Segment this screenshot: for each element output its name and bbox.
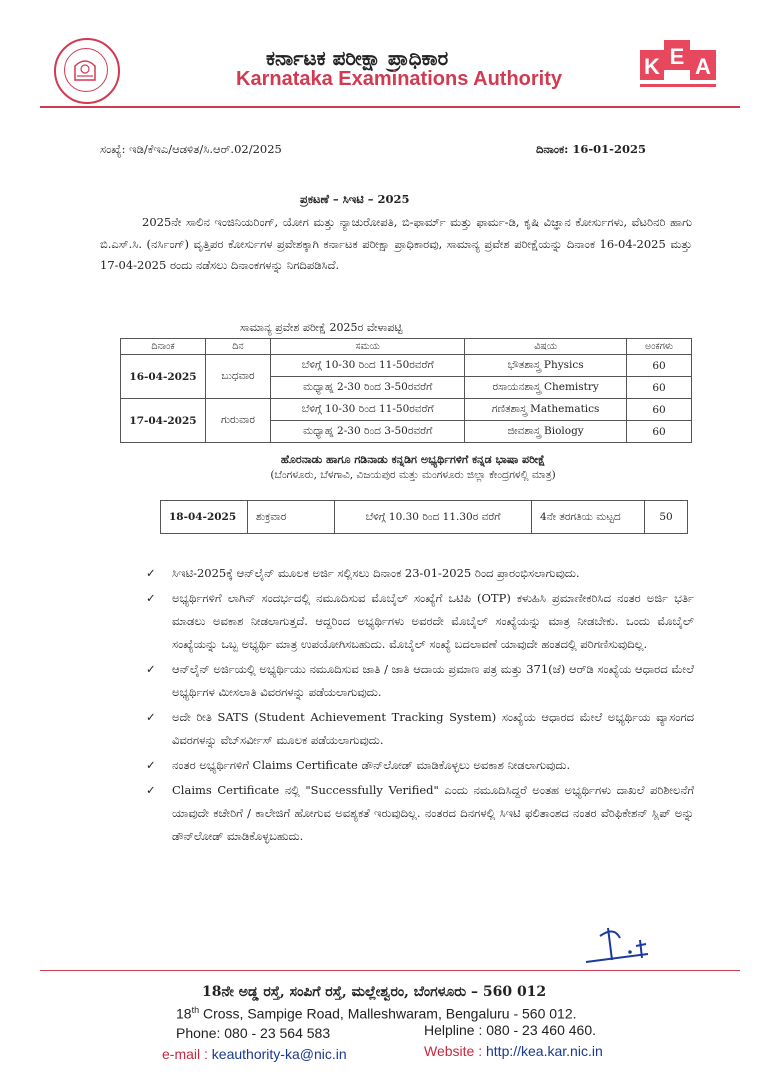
row-time: ಮಧ್ಯಾಹ್ನ 2-30 ರಿಂದ 3-50ರವರೆಗೆ bbox=[271, 377, 465, 399]
list-item-text: ಅದೇ ರೀತಿ SATS (Student Achievement Tracking System) ಸಂಖ್ಯೆಯ ಆಧಾರದ ಮೇಲೆ ಅಭ್ಯರ್ಥಿಯ ವ್ಯಾಸಂಗದ ವಿವರಗಳನ್ನು ವೆಬ್‌ಸರ್ವೀಸ್ ಮೂಲಕ ಪಡೆಯಲಾಗುವುದು. bbox=[172, 710, 694, 747]
schedule-table bbox=[120, 338, 692, 443]
language-test-subheading: (ಬೆಂಗಳೂರು, ಬೆಳಗಾವಿ, ವಿಜಯಪುರ ಮತ್ತು ಮಂಗಳೂರು ಜಿಲ್ಲಾ ಕೇಂದ್ರಗಳಲ್ಲಿ ಮಾತ್ರ) bbox=[270, 469, 556, 481]
check-icon: ✓ bbox=[146, 783, 156, 797]
notice-date: ದಿನಾಂಕ: 16-01-2025 bbox=[536, 142, 646, 156]
lang-date: 18-04-2025 bbox=[161, 501, 248, 534]
notice-heading: ಪ್ರಕಟಣೆ – ಸಿಇಟಿ – 2025 bbox=[300, 192, 410, 206]
header-divider bbox=[40, 106, 740, 108]
schedule-caption: ಸಾಮಾನ್ಯ ಪ್ರವೇಶ ಪರೀಕ್ಷೆ 2025ರ ವೇಳಾಪಟ್ಟಿ bbox=[240, 321, 403, 334]
svg-text:K: K bbox=[644, 54, 660, 79]
language-test-heading: ಹೊರನಾಡು ಹಾಗೂ ಗಡಿನಾಡು ಕನ್ನಡಿಗ ಅಭ್ಯರ್ಥಿಗಳಿಗೆ ಕನ್ನಡ ಭಾಷಾ ಪರೀಕ್ಷೆ bbox=[280, 453, 546, 466]
row-day: ಬುಧವಾರ bbox=[206, 355, 271, 399]
list-item-text: ಅಭ್ಯರ್ಥಿಗಳಿಗೆ ಲಾಗಿನ್ ಸಂದರ್ಭದಲ್ಲಿ ನಮೂದಿಸುವ ಮೊಬೈಲ್ ಸಂಖ್ಯೆಗೆ ಒಟಿಪಿ (OTP) ಕಳುಹಿಸಿ ಪ್ರಮಾಣೀಕರಿಸಿದ ನಂತರ ಅರ್ಜಿ ಭರ್ತಿ ಮಾಡಲು ಅವಕಾಶ ನೀಡಲಾಗುತ್ತದೆ. ಆದ್ದರಿಂದ ಅಭ್ಯರ್ಥಿಗಳು ಅವರದೇ ಮೊಬೈಲ್ ಸಂಖ್ಯೆಯನ್ನು ಮಾತ್ರ ನೀಡಬೇಕು. ಒಂದು ಮೊಬೈಲ್ ಸಂಖ್ಯೆಯನ್ನು ಒಬ್ಬ ಅಭ್ಯರ್ಥಿ ಮಾತ್ರ ಉಪಯೋಗಿಸಬಹುದು. ಮೊಬೈಲ್ ಸಂಖ್ಯೆ ಬದಲಾವಣೆ ಯಾವುದೇ ಹಂತದಲ್ಲಿ ಪರಿಗಣಿಸುವುದಿಲ್ಲ. bbox=[172, 591, 694, 651]
row-marks: 60 bbox=[627, 399, 692, 421]
check-icon: ✓ bbox=[146, 591, 156, 605]
phone-number: Phone: 080 - 23 564 583 bbox=[176, 1025, 331, 1041]
signature bbox=[578, 922, 658, 970]
header-date: ದಿನಾಂಕ bbox=[121, 339, 206, 355]
row-marks: 60 bbox=[627, 355, 692, 377]
list-item bbox=[146, 706, 694, 752]
table-row bbox=[121, 355, 692, 377]
lang-time: ಬೆಳಿಗ್ಗೆ 10.30 ರಿಂದ 11.30ರ ವರೆಗೆ bbox=[335, 501, 532, 534]
authority-title-english: Karnataka Examinations Authority bbox=[236, 68, 563, 90]
list-item-text: ನಂತರ ಅಭ್ಯರ್ಥಿಗಳಿಗೆ Claims Certificate ಡೌನ್‌ಲೋಡ್ ಮಾಡಿಕೊಳ್ಳಲು ಅವಕಾಶ ನೀಡಲಾಗುವುದು. bbox=[172, 758, 571, 772]
header-time: ಸಮಯ bbox=[271, 339, 465, 355]
instructions-list bbox=[146, 562, 694, 850]
row-subject: ಗಣಿತಶಾಸ್ತ್ರ Mathematics bbox=[465, 399, 627, 421]
header-marks: ಅಂಕಗಳು bbox=[627, 339, 692, 355]
schedule-header-row bbox=[121, 339, 692, 355]
list-item-text: Claims Certificate ನಲ್ಲಿ "Successfully Verified" ಎಂದು ನಮೂದಿಸಿದ್ದರೆ ಅಂತಹ ಅಭ್ಯರ್ಥಿಗಳು ದಾಖಲೆ ಪರಿಶೀಲನೆಗೆ ಯಾವುದೇ ಕಚೇರಿಗೆ / ಕಾಲೇಜಿಗೆ ಹೋಗುವ ಅವಶ್ಯಕತೆ ಇರುವುದಿಲ್ಲ. ನಂತರದ ದಿನಗಳಲ್ಲಿ ಸಿಇಟಿ ಫಲಿತಾಂಶದ ನಂತರ ವೆರಿಫಿಕೇಶನ್ ಸ್ಲಿಪ್ ಅನ್ನು ಡೌನ್‌ಲೋಡ್ ಮಾಡಿಕೊಳ್ಳಬಹುದು. bbox=[172, 783, 694, 843]
row-date: 17-04-2025 bbox=[121, 399, 206, 443]
row-date: 16-04-2025 bbox=[121, 355, 206, 399]
row-marks: 60 bbox=[627, 377, 692, 399]
row-day: ಗುರುವಾರ bbox=[206, 399, 271, 443]
email-link[interactable]: keauthority-ka@nic.in bbox=[211, 1046, 347, 1062]
lang-day: ಶುಕ್ರವಾರ bbox=[248, 501, 335, 534]
header-subject: ವಿಷಯ bbox=[465, 339, 627, 355]
svg-text:E: E bbox=[669, 44, 685, 69]
list-item bbox=[146, 562, 694, 585]
email-line: e-mail : keauthority-ka@nic.in bbox=[162, 1046, 347, 1062]
list-item bbox=[146, 658, 694, 704]
reference-number: ಸಂಖ್ಯೆ: ಇಡಿ/ಕೆಇಎ/ಆಡಳಿತ/ಸಿ.ಆರ್.02/2025 bbox=[100, 142, 282, 156]
header-day: ದಿನ bbox=[206, 339, 271, 355]
address-kannada: 18ನೇ ಅಡ್ಡ ರಸ್ತೆ, ಸಂಪಿಗೆ ರಸ್ತೆ, ಮಲ್ಲೇಶ್ವರಂ, ಬೆಂಗಳೂರು – 560 012 bbox=[202, 984, 547, 1000]
government-seal bbox=[54, 38, 120, 104]
website-link[interactable]: http://kea.kar.nic.in bbox=[486, 1043, 603, 1059]
address-english: 18th Cross, Sampige Road, Malleshwaram, Bengaluru - 560 012. bbox=[176, 1005, 577, 1022]
row-subject: ಭೌತಶಾಸ್ತ್ರ Physics bbox=[465, 355, 627, 377]
check-icon: ✓ bbox=[146, 710, 156, 724]
list-item bbox=[146, 779, 694, 848]
lang-level: 4ನೇ ತರಗತಿಯ ಮಟ್ಟದ bbox=[532, 501, 645, 534]
website-line: Website : http://kea.kar.nic.in bbox=[424, 1043, 603, 1059]
helpline-number: Helpline : 080 - 23 460 460. bbox=[424, 1022, 597, 1038]
row-time: ಬೆಳಿಗ್ಗೆ 10-30 ರಿಂದ 11-50ರವರೆಗೆ bbox=[271, 355, 465, 377]
kea-logo bbox=[640, 40, 716, 92]
lang-marks: 50 bbox=[645, 501, 688, 534]
check-icon: ✓ bbox=[146, 662, 156, 676]
list-item bbox=[146, 754, 694, 777]
footer-divider bbox=[40, 970, 740, 971]
notice-paragraph-text: 2025ನೇ ಸಾಲಿನ ಇಂಜಿನಿಯರಿಂಗ್, ಯೋಗ ಮತ್ತು ನ್ಯಾಚುರೋಪತಿ, ಬಿ-ಫಾರ್ಮ್ ಮತ್ತು ಫಾರ್ಮ-ಡಿ, ಕೃಷಿ ವಿಜ್ಞಾನ ಕೋರ್ಸುಗಳು, ವೆಟರಿನರಿ ಹಾಗು ಬಿ.ಎಸ್.ಸಿ. (ನರ್ಸಿಂಗ್) ವೃತ್ತಿಪರ ಕೋರ್ಸುಗಳ ಪ್ರವೇಶಕ್ಕಾಗಿ ಕರ್ನಾಟಕ ಪರೀಕ್ಷಾ ಪ್ರಾಧಿಕಾರವು, ಸಾಮಾನ್ಯ ಪ್ರವೇಶ ಪರೀಕ್ಷೆಯನ್ನು ದಿನಾಂಕ 16-04-2025 ಮತ್ತು 17-04-2025 ರಂದು ನಡೆಸಲು ದಿನಾಂಕಗಳನ್ನು ನಿಗದಿಪಡಿಸಿದೆ. bbox=[100, 215, 692, 272]
row-time: ಮಧ್ಯಾಹ್ನ 2-30 ರಿಂದ 3-50ರವರೆಗೆ bbox=[271, 421, 465, 443]
row-time: ಬೆಳಿಗ್ಗೆ 10-30 ರಿಂದ 11-50ರವರೆಗೆ bbox=[271, 399, 465, 421]
list-item bbox=[146, 587, 694, 656]
emblem-icon bbox=[71, 54, 99, 84]
table-row bbox=[121, 399, 692, 421]
check-icon: ✓ bbox=[146, 566, 156, 580]
row-subject: ರಸಾಯನಶಾಸ್ತ್ರ Chemistry bbox=[465, 377, 627, 399]
list-item-text: ಆನ್‌ಲೈನ್ ಅರ್ಜಿಯಲ್ಲಿ ಅಭ್ಯರ್ಥಿಯು ನಮೂದಿಸುವ ಜಾತಿ / ಜಾತಿ ಆದಾಯ ಪ್ರಮಾಣ ಪತ್ರ ಮತ್ತು 371(ಜೆ) ಆರ್‌ಡಿ ಸಂಖ್ಯೆಯ ಆಧಾರದ ಮೇಲೆ ಅಭ್ಯರ್ಥಿಗಳ ಮೀಸಲಾತಿ ವಿವರಗಳನ್ನು ಪಡೆಯಲಾಗುವುದು. bbox=[172, 662, 694, 699]
authority-title-kannada: ಕರ್ನಾಟಕ ಪರೀಕ್ಷಾ ಪ್ರಾಧಿಕಾರ bbox=[266, 46, 449, 70]
check-icon: ✓ bbox=[146, 758, 156, 772]
row-marks: 60 bbox=[627, 421, 692, 443]
svg-text:A: A bbox=[695, 54, 711, 79]
list-item-text: ಸಿಇಟಿ-2025ಕ್ಕೆ ಆನ್‌ಲೈನ್ ಮೂಲಕ ಅರ್ಜಿ ಸಲ್ಲಿಸಲು ದಿನಾಂಕ 23-01-2025 ರಿಂದ ಪ್ರಾರಂಭಿಸಲಾಗುವುದು. bbox=[172, 566, 580, 580]
notice-paragraph bbox=[100, 212, 692, 277]
row-subject: ಜೀವಶಾಸ್ತ್ರ Biology bbox=[465, 421, 627, 443]
language-test-table bbox=[160, 500, 688, 534]
table-row bbox=[161, 501, 688, 534]
